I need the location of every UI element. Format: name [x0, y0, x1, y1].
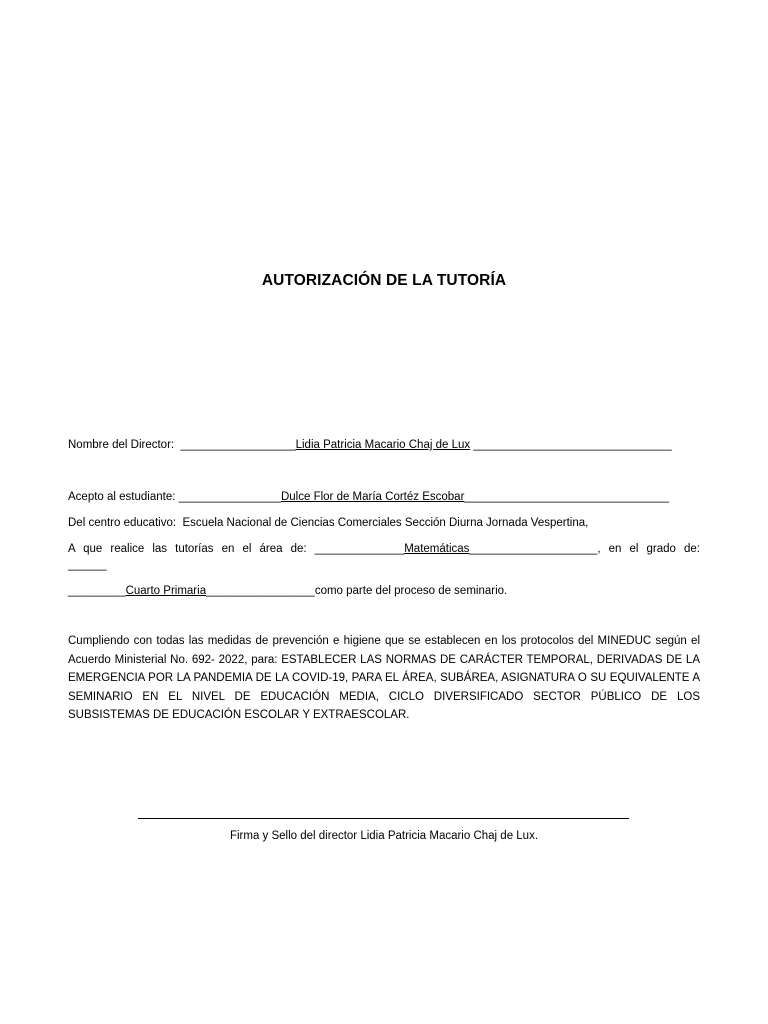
- director-line: [68, 436, 700, 454]
- director-label: Nombre del Director:: [68, 439, 175, 451]
- area-blank-group: [315, 543, 700, 555]
- grade-label: , en el grado de:: [597, 543, 700, 555]
- grade-line: [68, 582, 700, 600]
- director-post-blank: _______________________________: [473, 439, 672, 451]
- body-paragraph: Cumpliendo con todas las medidas de prevención e higiene que se establecen en los protocolos del MINEDUC según el Acuerdo Ministerial No. 692- 2022, para: ESTABLECER LAS NORMAS DE CARÁCTER TEMPORAL, DERIVADAS DE LA EMERGENCIA POR LA PANDEMIA DE LA COVID-19, PARA EL ÁREA, SUBÁREA, ASIGNATURA O SU EQUIVALENTE A SEMINARIO EN EL NIVEL DE EDUCACIÓN MEDIA, CICLO DIVERSIFICADO SECTOR PÚBLICO DE LOS SUBSISTEMAS DE EDUCACIÓN ESCOLAR Y EXTRAESCOLAR.: [68, 635, 700, 721]
- student-post-blank: ________________________________: [464, 491, 670, 503]
- student-label: Acepto al estudiante:: [68, 491, 176, 503]
- area-label: A que realice las tutorías en el área de:: [68, 543, 307, 555]
- school-label: Del centro educativo:: [68, 517, 177, 529]
- student-line: [68, 488, 700, 506]
- school-line: [68, 514, 700, 532]
- signature-caption: Firma y Sello del director Lidia Patricia Macario Chaj de Lux.: [229, 830, 539, 842]
- area-post-blank: ____________________: [469, 543, 598, 555]
- document-title: AUTORIZACIÓN DE LA TUTORÍA: [261, 272, 507, 289]
- grade-pre-blank: _________: [68, 585, 126, 597]
- signature-line: [138, 818, 629, 819]
- grade-post-blank: _________________: [206, 585, 315, 597]
- area-pre-blank: ______________: [314, 543, 405, 555]
- student-pre-blank: ________________: [178, 491, 281, 503]
- area-value: Matemáticas: [404, 543, 470, 555]
- director-name-value: Lidia Patricia Macario Chaj de Lux: [295, 439, 471, 451]
- grade-suffix: como parte del proceso de seminario.: [314, 585, 508, 597]
- area-trailing-line: [68, 556, 700, 574]
- director-pre-blank: __________________: [180, 439, 296, 451]
- student-name-value: Dulce Flor de María Cortéz Escobar: [280, 491, 465, 503]
- area-trailing-blank: ______: [68, 559, 107, 571]
- grade-value: Cuarto Primaria: [125, 585, 207, 597]
- school-name-value: Escuela Nacional de Ciencias Comerciales Sección Diurna Jornada Vespertina,: [182, 517, 589, 529]
